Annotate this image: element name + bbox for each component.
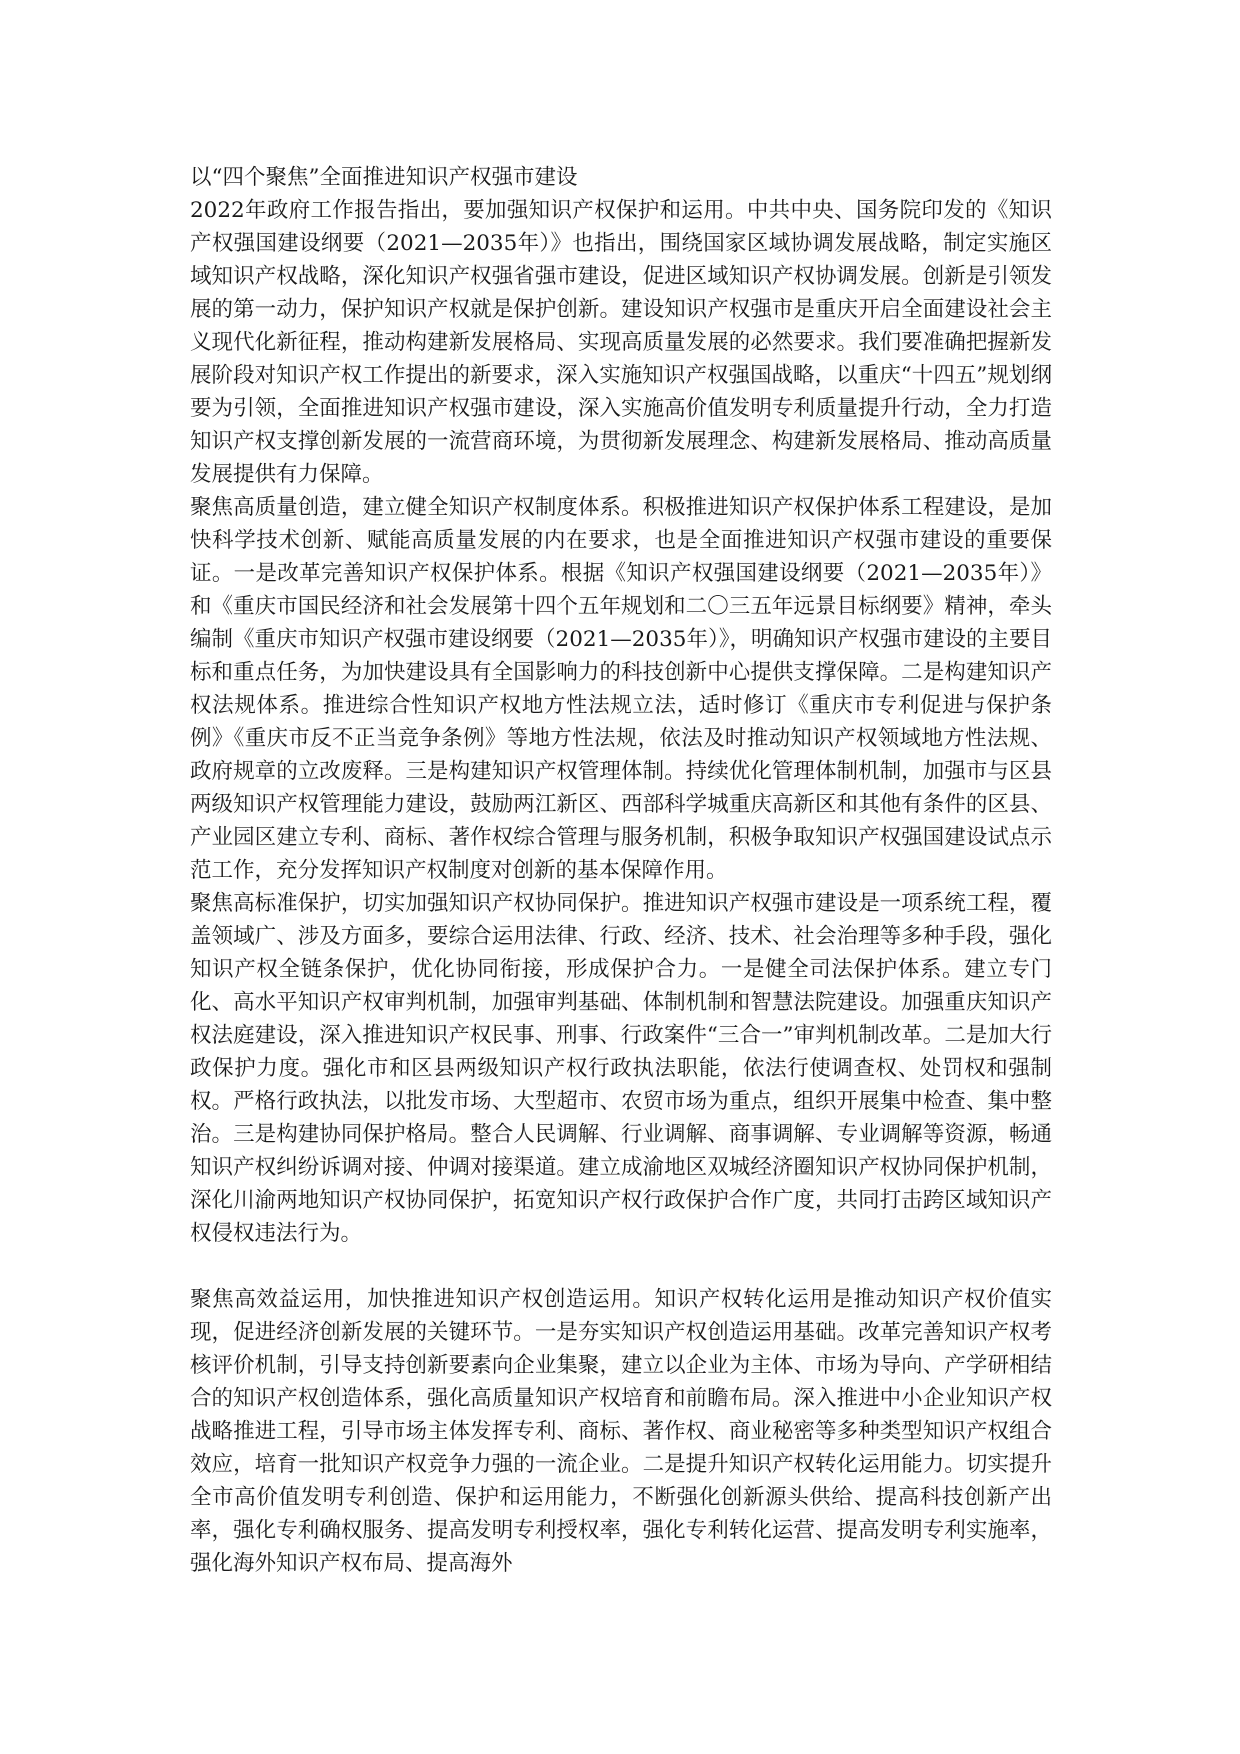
document-title: 以“四个聚焦”全面推进知识产权强市建设 (190, 165, 578, 190)
paragraph-intro: 2022年政府工作报告指出，要加强知识产权保护和运用。中共中央、国务院印发的《知识产权强国建设纲要（2021—2035年）》也指出，围绕国家区域协调发展战略，制定实施区域知识产权战略，深化知识产权强省强市建设，促进区域知识产权协调发展。创新是引领发展的第一动力，保护知识产权就是保护创新。建设知识产权强市是重庆开启全面建设社会主义现代化新征程，推动构建新发展格局、实现高质量发展的必然要求。我们要准确把握新发展阶段对知识产权工作提出的新要求，深入实施知识产权强国战略，以重庆“十四五”规划纲要为引领，全面推进知识产权强市建设，深入实施高价值发明专利质量提升行动，全力打造知识产权支撑创新发展的一流营商环境，为贯彻新发展理念、构建新发展格局、推动高质量发展提供有力保障。 (190, 198, 1052, 487)
document-body (190, 161, 1052, 1580)
paragraph-protection: 聚焦高标准保护，切实加强知识产权协同保护。推进知识产权强市建设是一项系统工程，覆盖领域广、涉及方面多，要综合运用法律、行政、经济、技术、社会治理等多种手段，强化知识产权全链条保护，优化协同衔接，形成保护合力。一是健全司法保护体系。建立专门化、高水平知识产权审判机制，加强审判基础、体制机制和智慧法院建设。加强重庆知识产权法庭建设，深入推进知识产权民事、刑事、行政案件“三合一”审判机制改革。二是加大行政保护力度。强化市和区县两级知识产权行政执法职能，依法行使调查权、处罚权和强制权。严格行政执法，以批发市场、大型超市、农贸市场为重点，组织开展集中检查、集中整治。三是构建协同保护格局。整合人民调解、行业调解、商事调解、专业调解等资源，畅通知识产权纠纷诉调对接、仲调对接渠道。建立成渝地区双城经济圈知识产权协同保护机制，深化川渝两地知识产权协同保护，拓宽知识产权行政保护合作广度，共同打击跨区域知识产权侵权违法行为。 (190, 891, 1052, 1246)
paragraph-utilization: 聚焦高效益运用，加快推进知识产权创造运用。知识产权转化运用是推动知识产权价值实现，促进经济创新发展的关键环节。一是夯实知识产权创造运用基础。改革完善知识产权考核评价机制，引导支持创新要素向企业集聚，建立以企业为主体、市场为导向、产学研相结合的知识产权创造体系，强化高质量知识产权培育和前瞻布局。深入推进中小企业知识产权战略推进工程，引导市场主体发挥专利、商标、著作权、商业秘密等多种类型知识产权组合效应，培育一批知识产权竞争力强的一流企业。二是提升知识产权转化运用能力。切实提升全市高价值发明专利创造、保护和运用能力，不断强化创新源头供给、提高科技创新产出率，强化专利确权服务、提高发明专利授权率，强化专利转化运营、提高发明专利实施率，强化海外知识产权布局、提高海外 (190, 1287, 1052, 1576)
paragraph-creation: 聚焦高质量创造，建立健全知识产权制度体系。积极推进知识产权保护体系工程建设，是加快科学技术创新、赋能高质量发展的内在要求，也是全面推进知识产权强市建设的重要保证。一是改革完善知识产权保护体系。根据《知识产权强国建设纲要（2021—2035年）》和《重庆市国民经济和社会发展第十四个五年规划和二〇三五年远景目标纲要》精神，牵头编制《重庆市知识产权强市建设纲要（2021—2035年）》，明确知识产权强市建设的主要目标和重点任务，为加快建设具有全国影响力的科技创新中心提供支撑保障。二是构建知识产权法规体系。推进综合性知识产权地方性法规立法，适时修订《重庆市专利促进与保护条例》《重庆市反不正当竞争条例》等地方性法规，依法及时推动知识产权领域地方性法规、政府规章的立改废释。三是构建知识产权管理体制。持续优化管理体制机制，加强市与区县两级知识产权管理能力建设，鼓励两江新区、西部科学城重庆高新区和其他有条件的区县、产业园区建立专利、商标、著作权综合管理与服务机制，积极争取知识产权强国建设试点示范工作，充分发挥知识产权制度对创新的基本保障作用。 (190, 495, 1052, 883)
paragraph-spacer (190, 1250, 1052, 1283)
